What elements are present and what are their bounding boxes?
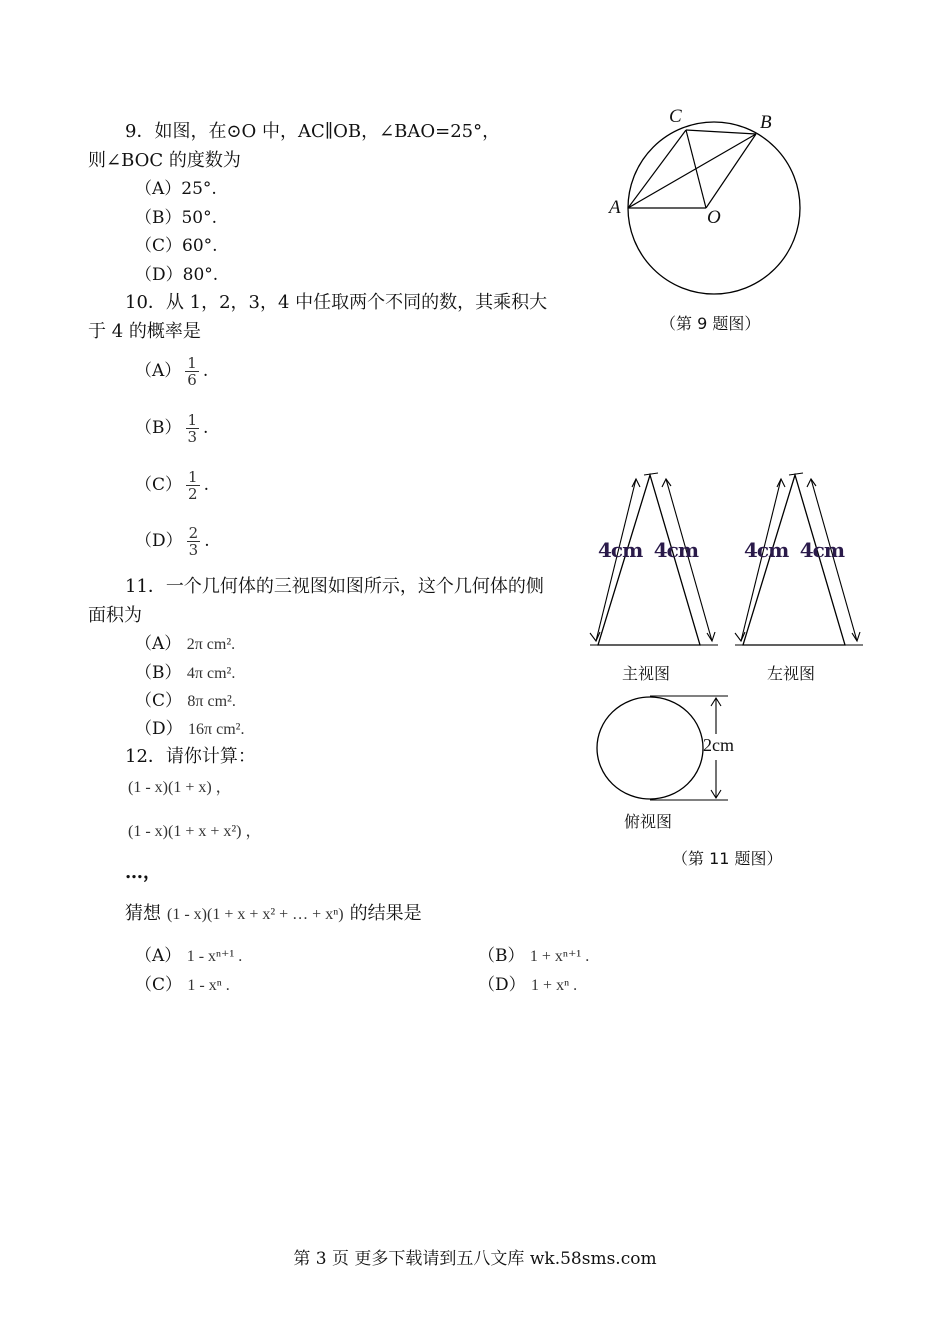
q9-line2: 则∠BOC 的度数为 [88, 150, 241, 171]
left-right-slant-label: 4cm [799, 538, 844, 562]
point-b-label: B [760, 112, 772, 133]
q10-option-a: （A） $\frac{1}{6}$ . [135, 354, 209, 389]
q9-option-c: （C）60°. [135, 236, 218, 256]
point-o-label: O [707, 207, 721, 228]
q12-dots: …， [125, 862, 161, 883]
q10-option-a-label: （A） [135, 361, 182, 381]
q11-line2: 面积为 [88, 605, 142, 626]
q12-guess-suffix: 的结果是 [349, 903, 422, 924]
q10-option-b: （B） $\frac{1}{3}$ . [135, 411, 209, 446]
front-view-caption: 主视图 [622, 664, 671, 683]
q12-guess-expression: (1 - x)(1 + x + x² + … + xⁿ) [167, 906, 344, 923]
point-c-label: C [669, 106, 682, 127]
top-view-caption: 俯视图 [624, 812, 673, 831]
q10-option-b-label: （B） [135, 418, 182, 438]
q12-option-c: （C） 1 - xⁿ . [135, 975, 230, 995]
q10-line2: 于 4 的概率是 [88, 321, 201, 342]
q9-option-d: （D）80°. [135, 265, 219, 285]
q11-figure-caption: （第 11 题图） [672, 849, 783, 868]
q12-option-a: （A） 1 - xⁿ⁺¹ . [135, 946, 243, 966]
left-view-caption: 左视图 [767, 664, 816, 683]
q11-option-d: （D） 16π cm². [135, 719, 245, 739]
q12-option-d: （D） 1 + xⁿ . [478, 975, 578, 995]
fraction: $\frac{2}{3}$ [188, 524, 199, 559]
q10-option-c: （C） $\frac{1}{2}$ . [135, 468, 209, 503]
q10-option-d: （D） $\frac{2}{3}$ . [135, 524, 210, 559]
left-left-slant-label: 4cm [744, 538, 789, 562]
q11-option-a: （A） 2π cm². [135, 634, 236, 654]
q12-line1: 12．请你计算： [125, 746, 256, 767]
diameter-label: 2cm [703, 735, 734, 755]
page-footer: 第 3 页 更多下载请到五八文库 wk.58sms.com [293, 1249, 657, 1269]
fraction: $\frac{1}{3}$ [187, 411, 198, 446]
q11-line1: 11．一个几何体的三视图如图所示，这个几何体的侧 [125, 576, 544, 597]
q9-line1: 9．如图，在⊙O 中，AC∥OB，∠BAO=25°， [125, 121, 501, 142]
q10-option-d-label: （D） [135, 531, 183, 551]
q10-line1: 10．从 1，2，3，4 中任取两个不同的数，其乘积大 [125, 292, 548, 313]
q10-option-c-label: （C） [135, 475, 183, 495]
front-right-slant-label: 4cm [653, 538, 698, 562]
point-a-label: A [609, 197, 621, 218]
q9-option-b: （B）50°. [135, 208, 218, 228]
q9-figure-caption: （第 9 题图） [660, 314, 761, 333]
q11-option-c: （C） 8π cm². [135, 691, 236, 711]
fraction: $\frac{1}{2}$ [188, 468, 198, 503]
q9-circle-figure [600, 100, 820, 310]
q12-expr2: (1 - x)(1 + x + x²) ， [128, 823, 262, 840]
q9-option-a: （A）25°. [135, 179, 217, 199]
q12-guess [125, 903, 422, 926]
front-left-slant-label: 4cm [598, 538, 643, 562]
q12-option-b: （B） 1 + xⁿ⁺¹ . [478, 946, 590, 966]
fraction: $\frac{1}{6}$ [187, 354, 197, 389]
q12-expr1: (1 - x)(1 + x) ， [128, 779, 232, 796]
q11-option-b: （B） 4π cm². [135, 663, 236, 683]
q12-guess-prefix: 猜想 [125, 903, 161, 924]
